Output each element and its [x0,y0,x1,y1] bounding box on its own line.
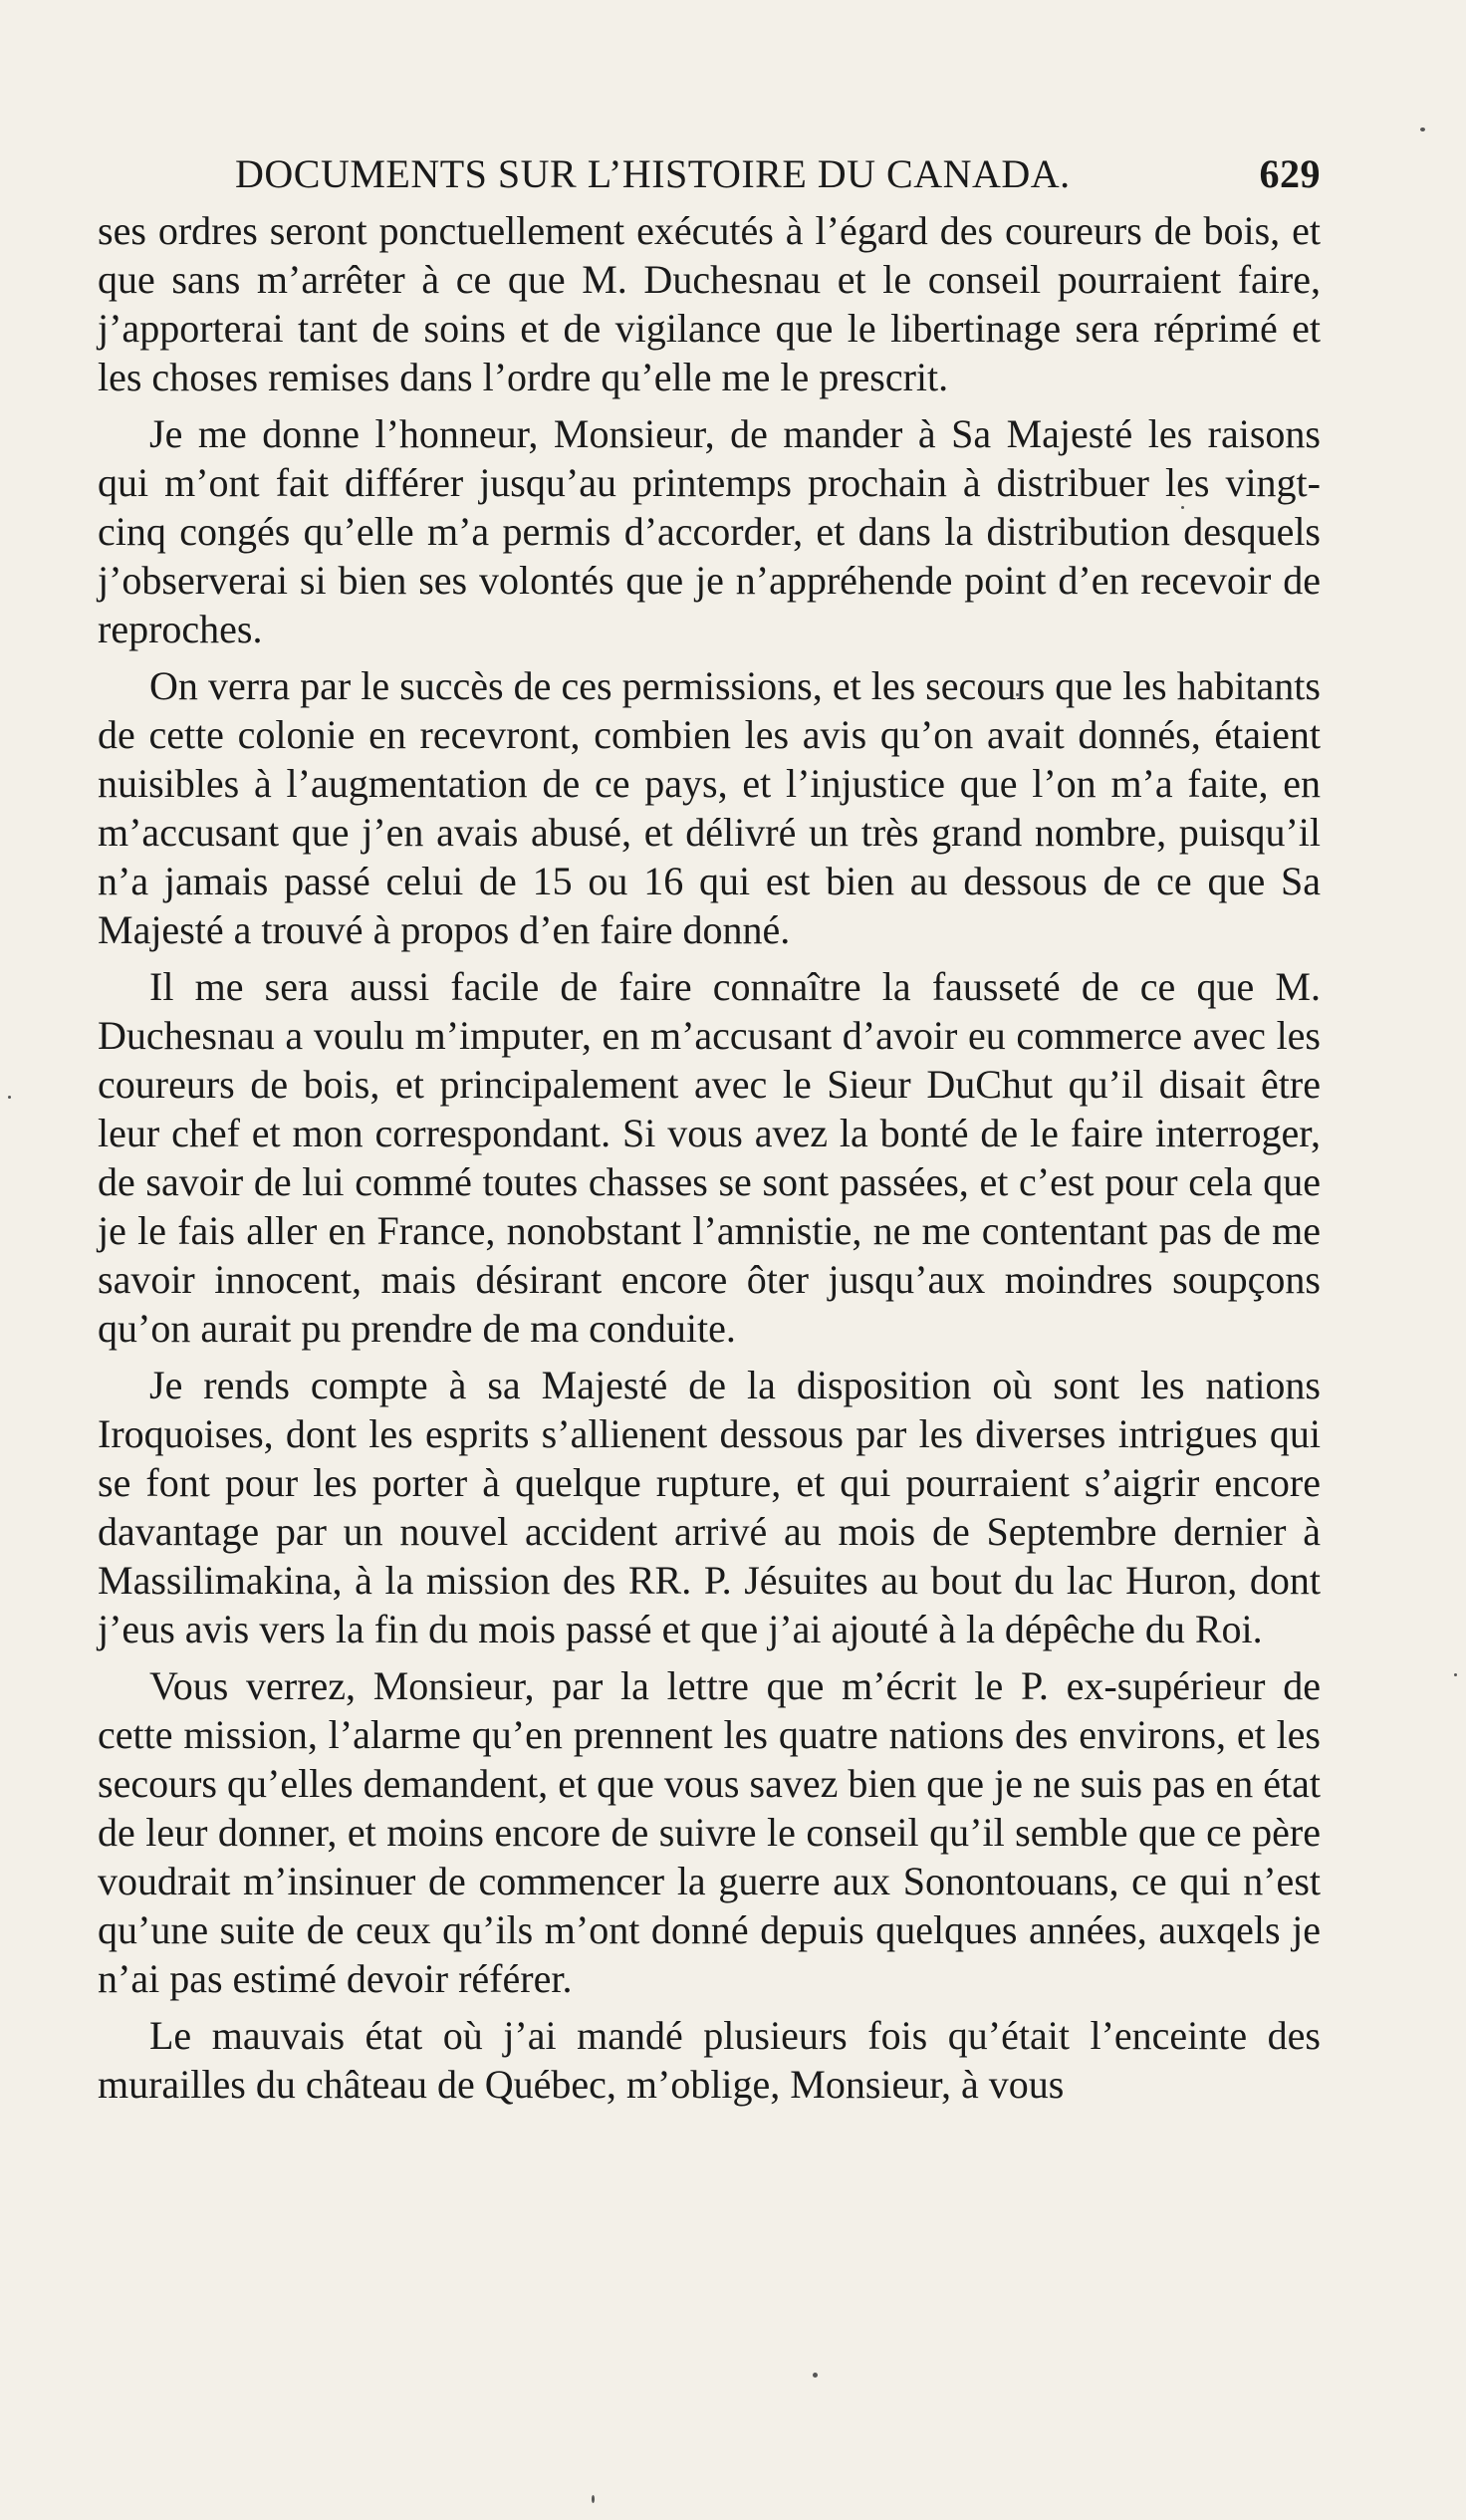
paragraph-2: Je me donne l’honneur, Monsieur, de mander à Sa Majesté les raisons qui m’ont fait différer jusqu’au printemps prochain à distribuer les vingt-cinq congés qu’elle m’a permis d’accorder, et dans la distribution desquels j’observerai si bien ses volontés que je n’appréhende point d’en recevoir de reproches. [98,411,1321,651]
paragraph-6: Vous verrez, Monsieur, par la lettre que m’écrit le P. ex-supérieur de cette mission, l’alarme qu’en prennent les quatre nations des environs, et les secours qu’elles demandent, et que vous savez bien que je ne suis pas en état de leur donner, et moins encore de suivre le conseil qu’il semble que ce père voudrait m’insinuer de commencer la guerre aux Sonontouans, ce qui n’est qu’une suite de ceux qu’ils m’ont donné depuis quelques années, auxqels je n’ai pas estimé devoir référer. [98,1663,1321,2001]
header-title: DOCUMENTS SUR L’HISTOIRE DU CANADA. [235,151,1071,196]
paragraph-1: ses ordres seront ponctuellement exécutés à l’égard des coureurs de bois, et que sans m’arrêter à ce que M. Duchesnau et le conseil pourraient faire, j’apporterai tant de soins et de vigilance que le libertinage sera réprimé et les choses remises dans l’ordre qu’elle me le prescrit. [98,208,1321,399]
paragraph-5: Je rends compte à sa Majesté de la disposition où sont les nations Iroquoises, dont les esprits s’allienent dessous par les diverses intrigues qui se font pour les porter à quelque rupture, et qui pourraient s’aigrir encore davantage par un nouvel accident arrivé au mois de Septembre dernier à Massilimakina, à la mission des RR. P. Jésuites au bout du lac Huron, dont j’eus avis vers la fin du mois passé et que j’ai ajouté à la dépêche du Roi. [98,1363,1321,1651]
paragraph-4: Il me sera aussi facile de faire connaître la fausseté de ce que M. Duchesnau a voulu m’imputer, en m’accusant d’avoir eu commerce avec les coureurs de bois, et principalement avec le Sieur DuChut qu’il disait être leur chef et mon correspondant. Si vous avez la bonté de le faire interroger, de savoir de lui commé toutes chasses se sont passées, et c’est pour cela que je le fais aller en France, nonobstant l’amnistie, ne me contentant pas de me savoir innocent, mais désirant encore ôter jusqu’aux moindres soupçons qu’on aurait pu prendre de ma conduite. [98,964,1321,1351]
paragraph-7: Le mauvais état où j’ai mandé plusieurs fois qu’était l’enceinte des murailles du château de Québec, m’oblige, Monsieur, à vous [98,2013,1321,2107]
paragraph-3: On verra par le succès de ces permissions, et les secours que les habitants de cette colonie en recevront, combien les avis qu’on avait donnés, étaient nuisibles à l’augmentation de ce pays, et l’injustice que l’on m’a faite, en m’accusant que j’en avais abusé, et délivré un très grand nombre, puisqu’il n’a jamais passé celui de 15 ou 16 qui est bien au dessous de ce que Sa Majesté a trouvé à propos d’en faire donné. [98,663,1321,952]
page-text [98,149,1321,2117]
page-number: 629 [1259,151,1321,196]
running-header [98,149,1321,198]
